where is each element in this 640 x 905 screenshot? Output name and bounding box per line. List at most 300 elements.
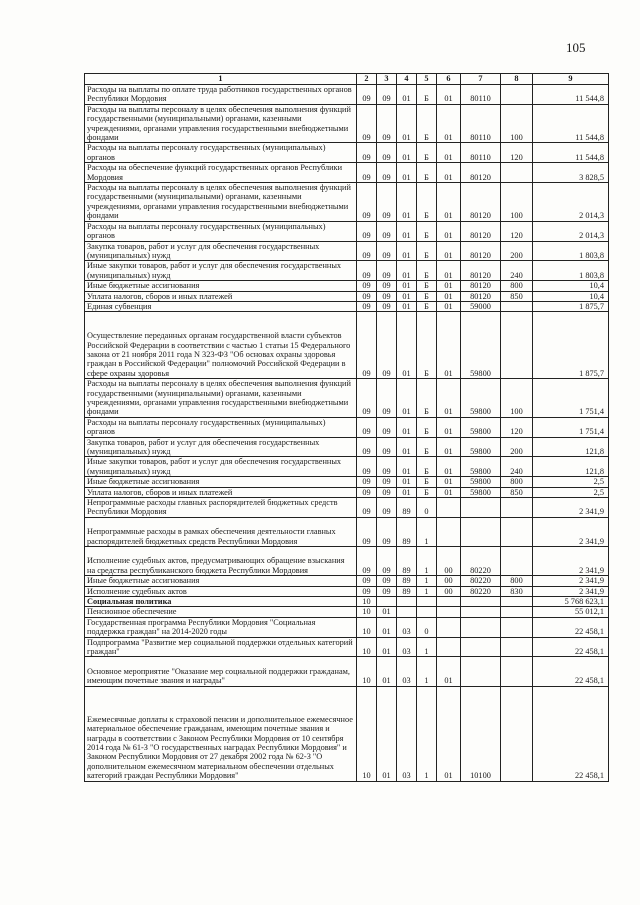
code-section-cell: 09 bbox=[377, 301, 397, 311]
code-type-cell bbox=[501, 498, 533, 518]
amount-cell: 1 751,4 bbox=[533, 379, 609, 418]
code-article-cell: 59800 bbox=[461, 437, 501, 457]
code-article-cell bbox=[461, 607, 501, 617]
code-section-cell: 09 bbox=[377, 379, 397, 418]
code-subsection-cell: 03 bbox=[397, 657, 417, 686]
expense-name-cell: Расходы на обеспечение функций государственных органов Республики Мордовия bbox=[85, 163, 357, 183]
table-row bbox=[85, 607, 609, 617]
code-type-cell bbox=[501, 607, 533, 617]
code-section-cell: 09 bbox=[377, 417, 397, 437]
code-program-cell: 0 bbox=[417, 498, 437, 518]
expense-name-cell: Ежемесячные доплаты к страховой пенсии и дополнительное ежемесячное материальное обеспечение гражданам, имеющим почетные звания и награды в соответствии с Законом Республики Мордовия от 10 сентября 2014 года № 61-З "О государственных наградах Республики Мордовия" и Законом Республики Мордовия от 27 декабря 2002 года № 62-З "О дополнительном ежемесячном материальном обеспечении отдельных категорий граждан Республики Мордовия" bbox=[85, 686, 357, 781]
code-section-cell: 09 bbox=[377, 312, 397, 379]
code-ministry-cell: 09 bbox=[357, 221, 377, 241]
code-section-cell: 09 bbox=[377, 143, 397, 163]
code-article-cell: 80120 bbox=[461, 183, 501, 222]
code-subsection-cell: 01 bbox=[397, 291, 417, 301]
code-subsection-cell: 01 bbox=[397, 143, 417, 163]
code-type-cell bbox=[501, 597, 533, 607]
amount-cell: 2,5 bbox=[533, 487, 609, 497]
code-subprogram-cell bbox=[437, 597, 461, 607]
table-row bbox=[85, 617, 609, 637]
expense-name-cell: Расходы на выплаты персоналу государственных (муниципальных) органов bbox=[85, 221, 357, 241]
expense-name-cell: Иные бюджетные ассигнования bbox=[85, 281, 357, 291]
table-row bbox=[85, 417, 609, 437]
code-article-cell: 80120 bbox=[461, 221, 501, 241]
code-ministry-cell: 10 bbox=[357, 637, 377, 657]
code-subprogram-cell: 01 bbox=[437, 437, 461, 457]
expense-name-cell: Закупка товаров, работ и услуг для обеспечения государственных (муниципальных) нужд bbox=[85, 241, 357, 261]
code-subprogram-cell: 01 bbox=[437, 183, 461, 222]
code-subprogram-cell: 01 bbox=[437, 163, 461, 183]
code-section-cell: 01 bbox=[377, 686, 397, 781]
code-ministry-cell: 09 bbox=[357, 586, 377, 596]
code-program-cell: Б bbox=[417, 163, 437, 183]
code-subsection-cell: 01 bbox=[397, 457, 417, 477]
code-subprogram-cell: 01 bbox=[437, 291, 461, 301]
code-subsection-cell: 01 bbox=[397, 261, 417, 281]
code-article-cell: 59800 bbox=[461, 417, 501, 437]
code-subsection-cell: 03 bbox=[397, 617, 417, 637]
code-section-cell: 09 bbox=[377, 104, 397, 143]
code-subsection-cell: 01 bbox=[397, 487, 417, 497]
code-subprogram-cell bbox=[437, 498, 461, 518]
amount-cell: 121,8 bbox=[533, 457, 609, 477]
code-program-cell: 1 bbox=[417, 686, 437, 781]
table-row bbox=[85, 487, 609, 497]
code-subsection-cell: 01 bbox=[397, 241, 417, 261]
amount-cell: 1 803,8 bbox=[533, 261, 609, 281]
table-row bbox=[85, 477, 609, 487]
code-subprogram-cell: 01 bbox=[437, 281, 461, 291]
code-subprogram-cell: 01 bbox=[437, 657, 461, 686]
code-subprogram-cell: 01 bbox=[437, 686, 461, 781]
code-ministry-cell: 09 bbox=[357, 437, 377, 457]
code-program-cell: 1 bbox=[417, 657, 437, 686]
expense-name-cell: Расходы на выплаты персоналу в целях обеспечения выполнения функций государственными (муниципальными) органами, казенными учреждениями, органами управления государственными внебюджетными фондами bbox=[85, 379, 357, 418]
code-section-cell: 09 bbox=[377, 241, 397, 261]
code-subprogram-cell: 01 bbox=[437, 487, 461, 497]
code-type-cell: 200 bbox=[501, 241, 533, 261]
code-section-cell: 09 bbox=[377, 183, 397, 222]
code-subsection-cell: 01 bbox=[397, 379, 417, 418]
amount-cell: 2 341,9 bbox=[533, 498, 609, 518]
code-ministry-cell: 09 bbox=[357, 143, 377, 163]
code-type-cell bbox=[501, 637, 533, 657]
amount-cell: 1 803,8 bbox=[533, 241, 609, 261]
expense-name-cell: Расходы на выплаты по оплате труда работников государственных органов Республики Мордовия bbox=[85, 85, 357, 105]
code-subsection-cell: 89 bbox=[397, 576, 417, 586]
table-row bbox=[85, 312, 609, 379]
code-type-cell: 800 bbox=[501, 477, 533, 487]
code-subprogram-cell: 01 bbox=[437, 143, 461, 163]
expense-name-cell: Государственная программа Республики Мордовия "Социальная поддержка граждан" на 2014-2020 годы bbox=[85, 617, 357, 637]
code-article-cell: 80120 bbox=[461, 241, 501, 261]
header-cell: 1 bbox=[85, 74, 357, 85]
amount-cell: 5 768 623,1 bbox=[533, 597, 609, 607]
code-type-cell bbox=[501, 517, 533, 546]
code-program-cell: Б bbox=[417, 417, 437, 437]
code-program-cell: 1 bbox=[417, 517, 437, 546]
code-program-cell: 1 bbox=[417, 547, 437, 576]
code-ministry-cell: 09 bbox=[357, 281, 377, 291]
expense-name-cell: Иные закупки товаров, работ и услуг для обеспечения государственных (муниципальных) нужд bbox=[85, 457, 357, 477]
code-article-cell: 80110 bbox=[461, 143, 501, 163]
code-ministry-cell: 09 bbox=[357, 163, 377, 183]
code-section-cell: 09 bbox=[377, 291, 397, 301]
code-type-cell bbox=[501, 657, 533, 686]
amount-cell: 2 341,9 bbox=[533, 517, 609, 546]
code-ministry-cell: 09 bbox=[357, 498, 377, 518]
code-article-cell: 80220 bbox=[461, 547, 501, 576]
code-type-cell bbox=[501, 617, 533, 637]
code-subsection-cell: 01 bbox=[397, 104, 417, 143]
code-subsection-cell bbox=[397, 607, 417, 617]
code-article-cell bbox=[461, 498, 501, 518]
code-subprogram-cell bbox=[437, 607, 461, 617]
code-article-cell: 59800 bbox=[461, 457, 501, 477]
code-subprogram-cell: 01 bbox=[437, 477, 461, 487]
amount-cell: 121,8 bbox=[533, 437, 609, 457]
code-subprogram-cell bbox=[437, 637, 461, 657]
code-ministry-cell: 09 bbox=[357, 576, 377, 586]
amount-cell: 1 875,7 bbox=[533, 301, 609, 311]
code-program-cell bbox=[417, 607, 437, 617]
code-ministry-cell: 10 bbox=[357, 607, 377, 617]
amount-cell: 11 544,8 bbox=[533, 104, 609, 143]
expense-name-cell: Социальная политика bbox=[85, 597, 357, 607]
table-row bbox=[85, 576, 609, 586]
code-subsection-cell: 01 bbox=[397, 183, 417, 222]
header-cell: 7 bbox=[461, 74, 501, 85]
code-type-cell bbox=[501, 686, 533, 781]
code-subsection-cell bbox=[397, 597, 417, 607]
code-program-cell: Б bbox=[417, 104, 437, 143]
code-article-cell: 80120 bbox=[461, 291, 501, 301]
code-ministry-cell: 09 bbox=[357, 477, 377, 487]
code-subsection-cell: 01 bbox=[397, 85, 417, 105]
table-row bbox=[85, 241, 609, 261]
expense-name-cell: Уплата налогов, сборов и иных платежей bbox=[85, 487, 357, 497]
header-cell: 8 bbox=[501, 74, 533, 85]
code-article-cell: 59000 bbox=[461, 301, 501, 311]
amount-cell: 10,4 bbox=[533, 291, 609, 301]
table-row bbox=[85, 291, 609, 301]
table-row bbox=[85, 379, 609, 418]
code-program-cell: 0 bbox=[417, 617, 437, 637]
code-type-cell: 850 bbox=[501, 291, 533, 301]
code-subprogram-cell bbox=[437, 617, 461, 637]
code-ministry-cell: 09 bbox=[357, 183, 377, 222]
code-section-cell: 09 bbox=[377, 576, 397, 586]
code-section-cell: 09 bbox=[377, 261, 397, 281]
code-subprogram-cell: 01 bbox=[437, 241, 461, 261]
table-row bbox=[85, 104, 609, 143]
header-cell: 9 bbox=[533, 74, 609, 85]
code-subsection-cell: 01 bbox=[397, 301, 417, 311]
code-ministry-cell: 09 bbox=[357, 312, 377, 379]
code-ministry-cell: 10 bbox=[357, 617, 377, 637]
code-ministry-cell: 09 bbox=[357, 487, 377, 497]
code-type-cell: 200 bbox=[501, 437, 533, 457]
code-subprogram-cell: 01 bbox=[437, 261, 461, 281]
code-subprogram-cell bbox=[437, 517, 461, 546]
code-type-cell bbox=[501, 163, 533, 183]
amount-cell: 2 014,3 bbox=[533, 221, 609, 241]
code-subsection-cell: 89 bbox=[397, 498, 417, 518]
code-type-cell: 240 bbox=[501, 261, 533, 281]
expense-name-cell: Непрограммные расходы главных распорядителей бюджетных средств Республики Мордовия bbox=[85, 498, 357, 518]
code-ministry-cell: 09 bbox=[357, 261, 377, 281]
code-section-cell: 09 bbox=[377, 477, 397, 487]
expense-name-cell: Непрограммные расходы в рамках обеспечения деятельности главных распорядителей бюджетных средств Республики Мордовия bbox=[85, 517, 357, 546]
code-ministry-cell: 09 bbox=[357, 241, 377, 261]
code-program-cell: Б bbox=[417, 301, 437, 311]
code-section-cell: 09 bbox=[377, 586, 397, 596]
code-section-cell bbox=[377, 597, 397, 607]
code-subprogram-cell: 01 bbox=[437, 417, 461, 437]
code-program-cell: 1 bbox=[417, 576, 437, 586]
code-section-cell: 01 bbox=[377, 657, 397, 686]
code-subprogram-cell: 00 bbox=[437, 586, 461, 596]
amount-cell: 1 875,7 bbox=[533, 312, 609, 379]
table-row bbox=[85, 498, 609, 518]
table-row bbox=[85, 637, 609, 657]
code-program-cell: 1 bbox=[417, 586, 437, 596]
code-type-cell: 120 bbox=[501, 221, 533, 241]
expense-name-cell: Расходы на выплаты персоналу в целях обеспечения выполнения функций государственными (муниципальными) органами, казенными учреждениями, органами управления государственными внебюджетными фондами bbox=[85, 183, 357, 222]
code-subsection-cell: 01 bbox=[397, 312, 417, 379]
code-subsection-cell: 03 bbox=[397, 686, 417, 781]
code-article-cell: 59800 bbox=[461, 477, 501, 487]
table-row bbox=[85, 221, 609, 241]
code-section-cell: 09 bbox=[377, 437, 397, 457]
code-ministry-cell: 09 bbox=[357, 457, 377, 477]
code-ministry-cell: 09 bbox=[357, 379, 377, 418]
table-row bbox=[85, 281, 609, 291]
amount-cell: 55 012,1 bbox=[533, 607, 609, 617]
code-article-cell bbox=[461, 617, 501, 637]
code-section-cell: 09 bbox=[377, 457, 397, 477]
code-section-cell: 09 bbox=[377, 517, 397, 546]
code-section-cell: 09 bbox=[377, 547, 397, 576]
code-section-cell: 01 bbox=[377, 607, 397, 617]
code-program-cell: Б bbox=[417, 85, 437, 105]
code-subprogram-cell: 01 bbox=[437, 104, 461, 143]
code-section-cell: 09 bbox=[377, 163, 397, 183]
code-article-cell: 59800 bbox=[461, 487, 501, 497]
code-ministry-cell: 09 bbox=[357, 517, 377, 546]
amount-cell: 2 341,9 bbox=[533, 586, 609, 596]
header-cell: 2 bbox=[357, 74, 377, 85]
code-subsection-cell: 01 bbox=[397, 221, 417, 241]
code-subsection-cell: 89 bbox=[397, 517, 417, 546]
code-program-cell: Б bbox=[417, 487, 437, 497]
code-ministry-cell: 09 bbox=[357, 85, 377, 105]
expense-name-cell: Иные бюджетные ассигнования bbox=[85, 477, 357, 487]
expense-name-cell: Расходы на выплаты персоналу государственных (муниципальных) органов bbox=[85, 143, 357, 163]
table-row bbox=[85, 437, 609, 457]
amount-cell: 2,5 bbox=[533, 477, 609, 487]
table-row bbox=[85, 597, 609, 607]
table-row bbox=[85, 143, 609, 163]
table-row bbox=[85, 657, 609, 686]
expense-name-cell: Основное мероприятие "Оказание мер социальной поддержки гражданам, имеющим почетные звания и награды" bbox=[85, 657, 357, 686]
code-program-cell: Б bbox=[417, 143, 437, 163]
code-type-cell bbox=[501, 85, 533, 105]
code-section-cell: 01 bbox=[377, 637, 397, 657]
code-program-cell: Б bbox=[417, 312, 437, 379]
code-section-cell: 01 bbox=[377, 617, 397, 637]
code-article-cell: 10100 bbox=[461, 686, 501, 781]
amount-cell: 2 341,9 bbox=[533, 547, 609, 576]
code-section-cell: 09 bbox=[377, 221, 397, 241]
code-section-cell: 09 bbox=[377, 281, 397, 291]
code-subsection-cell: 01 bbox=[397, 417, 417, 437]
code-ministry-cell: 09 bbox=[357, 417, 377, 437]
amount-cell: 10,4 bbox=[533, 281, 609, 291]
code-subprogram-cell: 01 bbox=[437, 379, 461, 418]
expense-name-cell: Исполнение судебных актов, предусматривающих обращение взыскания на средства республиканского бюджета Республики Мордовия bbox=[85, 547, 357, 576]
code-subprogram-cell: 01 bbox=[437, 221, 461, 241]
amount-cell: 11 544,8 bbox=[533, 143, 609, 163]
code-program-cell bbox=[417, 597, 437, 607]
code-program-cell: 1 bbox=[417, 637, 437, 657]
expense-name-cell: Закупка товаров, работ и услуг для обеспечения государственных (муниципальных) нужд bbox=[85, 437, 357, 457]
expense-name-cell: Пенсионное обеспечение bbox=[85, 607, 357, 617]
table-row bbox=[85, 517, 609, 546]
page-number: 105 bbox=[566, 40, 586, 55]
code-type-cell: 100 bbox=[501, 379, 533, 418]
amount-cell: 2 341,9 bbox=[533, 576, 609, 586]
code-section-cell: 09 bbox=[377, 498, 397, 518]
table-row bbox=[85, 547, 609, 576]
code-program-cell: Б bbox=[417, 183, 437, 222]
amount-cell: 22 458,1 bbox=[533, 637, 609, 657]
header-cell: 4 bbox=[397, 74, 417, 85]
table-row bbox=[85, 457, 609, 477]
code-subprogram-cell: 00 bbox=[437, 576, 461, 586]
code-program-cell: Б bbox=[417, 379, 437, 418]
code-subsection-cell: 01 bbox=[397, 281, 417, 291]
table-row bbox=[85, 183, 609, 222]
expense-name-cell: Исполнение судебных актов bbox=[85, 586, 357, 596]
code-type-cell: 240 bbox=[501, 457, 533, 477]
header-cell: 5 bbox=[417, 74, 437, 85]
expense-name-cell: Иные бюджетные ассигнования bbox=[85, 576, 357, 586]
expense-name-cell: Единая субвенция bbox=[85, 301, 357, 311]
code-program-cell: Б bbox=[417, 221, 437, 241]
expense-name-cell: Уплата налогов, сборов и иных платежей bbox=[85, 291, 357, 301]
code-program-cell: Б bbox=[417, 477, 437, 487]
code-type-cell bbox=[501, 547, 533, 576]
amount-cell: 22 458,1 bbox=[533, 657, 609, 686]
code-subsection-cell: 89 bbox=[397, 586, 417, 596]
code-type-cell bbox=[501, 301, 533, 311]
code-article-cell: 80220 bbox=[461, 576, 501, 586]
amount-cell: 11 544,8 bbox=[533, 85, 609, 105]
code-article-cell bbox=[461, 637, 501, 657]
code-subprogram-cell: 01 bbox=[437, 85, 461, 105]
code-type-cell: 800 bbox=[501, 281, 533, 291]
code-subprogram-cell: 00 bbox=[437, 547, 461, 576]
code-type-cell: 120 bbox=[501, 143, 533, 163]
amount-cell: 2 014,3 bbox=[533, 183, 609, 222]
code-program-cell: Б bbox=[417, 281, 437, 291]
table-row bbox=[85, 163, 609, 183]
code-article-cell: 80120 bbox=[461, 163, 501, 183]
code-subsection-cell: 01 bbox=[397, 437, 417, 457]
expense-name-cell: Подпрограмма "Развитие мер социальной поддержки отдельных категорий граждан" bbox=[85, 637, 357, 657]
amount-cell: 22 458,1 bbox=[533, 686, 609, 781]
code-subprogram-cell: 01 bbox=[437, 301, 461, 311]
code-article-cell: 80220 bbox=[461, 586, 501, 596]
code-article-cell bbox=[461, 517, 501, 546]
expense-name-cell: Иные закупки товаров, работ и услуг для обеспечения государственных (муниципальных) нужд bbox=[85, 261, 357, 281]
code-subprogram-cell: 01 bbox=[437, 312, 461, 379]
table-row bbox=[85, 301, 609, 311]
code-ministry-cell: 09 bbox=[357, 547, 377, 576]
amount-cell: 1 751,4 bbox=[533, 417, 609, 437]
code-ministry-cell: 09 bbox=[357, 291, 377, 301]
code-article-cell: 80110 bbox=[461, 85, 501, 105]
code-article-cell: 59800 bbox=[461, 379, 501, 418]
amount-cell: 3 828,5 bbox=[533, 163, 609, 183]
code-article-cell bbox=[461, 657, 501, 686]
table-row bbox=[85, 261, 609, 281]
code-ministry-cell: 10 bbox=[357, 686, 377, 781]
code-program-cell: Б bbox=[417, 291, 437, 301]
table-row bbox=[85, 85, 609, 105]
code-section-cell: 09 bbox=[377, 487, 397, 497]
code-program-cell: Б bbox=[417, 261, 437, 281]
code-type-cell: 800 bbox=[501, 576, 533, 586]
code-type-cell: 100 bbox=[501, 104, 533, 143]
table-row bbox=[85, 586, 609, 596]
code-article-cell: 59800 bbox=[461, 312, 501, 379]
expense-name-cell: Расходы на выплаты персоналу в целях обеспечения выполнения функций государственными (муниципальными) органами, казенными учреждениями, органами управления государственными внебюджетными фондами bbox=[85, 104, 357, 143]
code-section-cell: 09 bbox=[377, 85, 397, 105]
code-ministry-cell: 09 bbox=[357, 104, 377, 143]
code-ministry-cell: 09 bbox=[357, 301, 377, 311]
expense-name-cell: Расходы на выплаты персоналу государственных (муниципальных) органов bbox=[85, 417, 357, 437]
code-subsection-cell: 01 bbox=[397, 163, 417, 183]
amount-cell: 22 458,1 bbox=[533, 617, 609, 637]
code-type-cell: 100 bbox=[501, 183, 533, 222]
code-type-cell: 120 bbox=[501, 417, 533, 437]
code-article-cell: 80120 bbox=[461, 261, 501, 281]
code-type-cell: 850 bbox=[501, 487, 533, 497]
header-cell: 6 bbox=[437, 74, 461, 85]
code-article-cell: 80120 bbox=[461, 281, 501, 291]
header-row bbox=[85, 74, 609, 85]
code-subsection-cell: 89 bbox=[397, 547, 417, 576]
code-subprogram-cell: 01 bbox=[437, 457, 461, 477]
code-type-cell bbox=[501, 312, 533, 379]
code-type-cell: 830 bbox=[501, 586, 533, 596]
code-program-cell: Б bbox=[417, 437, 437, 457]
table-row bbox=[85, 686, 609, 781]
code-program-cell: Б bbox=[417, 241, 437, 261]
code-article-cell: 80110 bbox=[461, 104, 501, 143]
header-cell: 3 bbox=[377, 74, 397, 85]
code-article-cell bbox=[461, 597, 501, 607]
code-program-cell: Б bbox=[417, 457, 437, 477]
expense-name-cell: Осуществление переданных органам государственной власти субъектов Российской Федерации в соответствии с частью 1 статьи 15 Федерального закона от 21 ноября 2011 года N 323-ФЗ "Об основах охраны здоровья граждан в Российской Федерации" полномочий Российской Федерации в сфере охраны здоровья bbox=[85, 312, 357, 379]
code-subsection-cell: 03 bbox=[397, 637, 417, 657]
budget-table bbox=[84, 73, 609, 782]
code-subsection-cell: 01 bbox=[397, 477, 417, 487]
